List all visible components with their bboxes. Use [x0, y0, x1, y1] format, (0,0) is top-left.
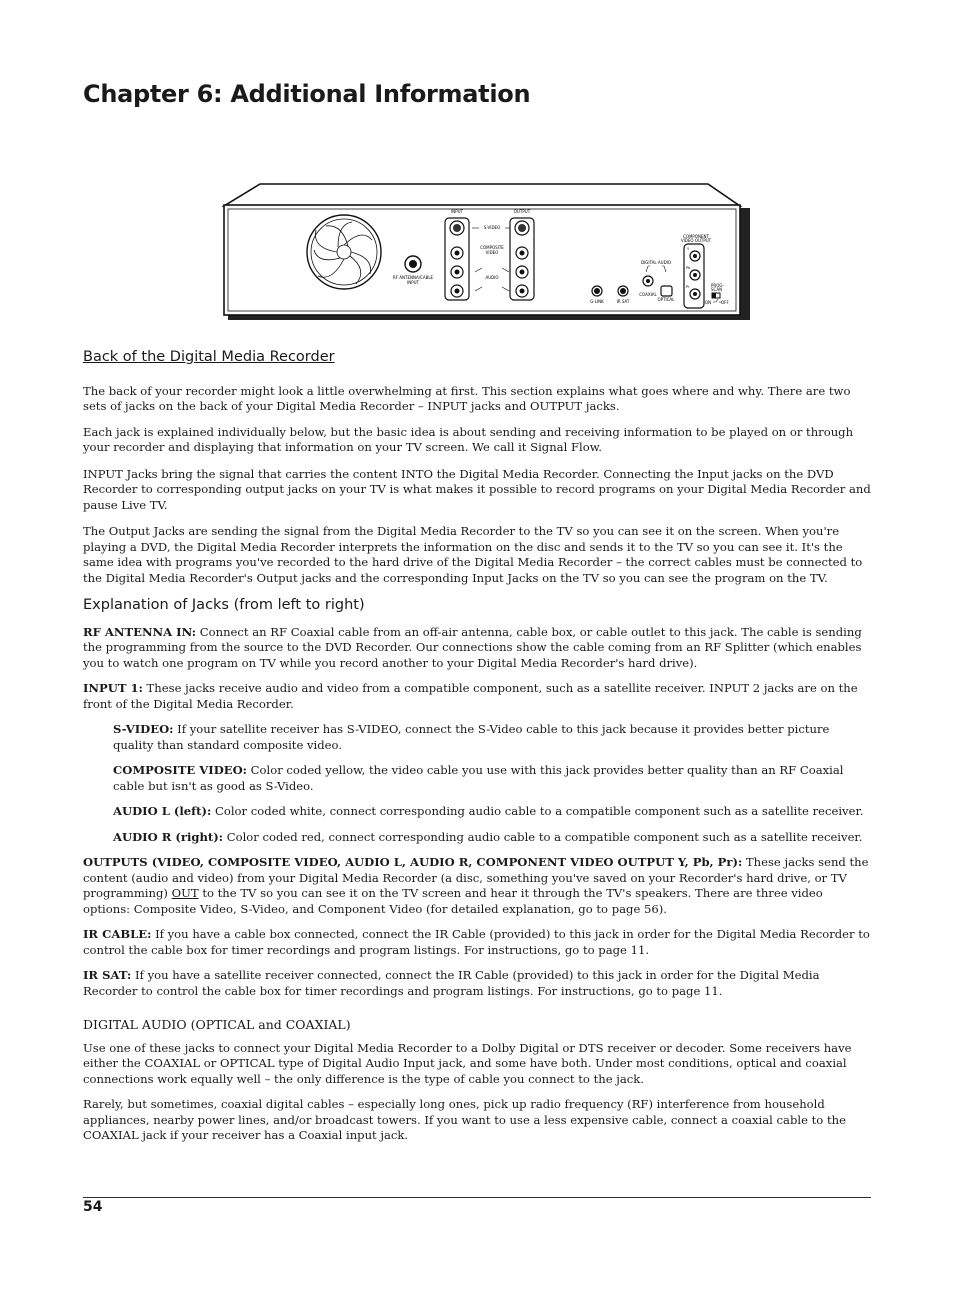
output-label: OUTPUT: [513, 209, 531, 214]
progscan-label: PROG-: [711, 283, 724, 288]
section-heading-jacks: Explanation of Jacks (from left to right): [83, 597, 365, 613]
recorder-back-panel-diagram: [222, 180, 750, 320]
rf-antenna-paragraph: RF ANTENNA IN: Connect an RF Coaxial cable from an off-air antenna, cable box, or cable outlet to this jack. The cable is sending the programming from the source to the DVD Recorder. Our connections show the cable coming from an RF Splitter (which enables you to watch one program on TV while you record another to your Digital Media Recorder's hard drive).: [83, 624, 862, 670]
outputs-paragraph: OUTPUTS (VIDEO, COMPOSITE VIDEO, AUDIO L, AUDIO R, COMPONENT VIDEO OUTPUT Y, Pb, Pr): These jacks send the content (audio and video) from your Digital Media Recorder (a disc, something you've saved on your Recorder's hard drive, or TV programming) OUT to the TV so you can see it on the TV screen and hear it through the TV's speakers. There are three video options: Composite Video, S-Video, and Component Video (for detailed explanation, go to page 56).: [83, 855, 869, 916]
ir-cable-paragraph: IR CABLE: If you have a cable box connected, connect the IR Cable (provided) to this jack in order for the Digital Media Recorder to control the cable box for timer recordings and program listings. For instructions, go to page 11.: [83, 927, 870, 957]
svideo-paragraph: S-VIDEO: If your satellite receiver has S-VIDEO, connect the S-Video cable to this jack because it provides better picture quality than standard composite video.: [113, 722, 830, 752]
section-heading-back: Back of the Digital Media Recorder: [83, 349, 335, 365]
svideo-label: S-VIDEO: [483, 225, 501, 230]
digital-audio-label: DIGITAL AUDIO: [641, 260, 671, 265]
section-heading-digital-audio: DIGITAL AUDIO (OPTICAL and COAXIAL): [83, 1017, 351, 1032]
svg-text:Y: Y: [687, 247, 690, 251]
paragraph: Use one of these jacks to connect your Digital Media Recorder to a Dolby Digital or DTS receiver or decoder. Some receivers have either the COAXIAL or OPTICAL type of Digital Audio Input jack, and some have both. Under most conditions, optical and coaxial connections work equally well – the only difference is the type of cable you connect to the jack.: [83, 1040, 852, 1086]
component-label: COMPONENT: [683, 234, 709, 239]
ir-sat-paragraph: IR SAT: If you have a satellite receiver connected, connect the IR Cable (provided) to this jack in order for the Digital Media Recorder to control the cable box for timer recordings and program listings. For instructions, go to page 11.: [83, 968, 820, 998]
svg-text:VIDEO OUTPUT: VIDEO OUTPUT: [680, 238, 712, 243]
audio-left-paragraph: AUDIO L (left): Color coded white, connect corresponding audio cable to a compatible component such as a satellite receiver.: [113, 804, 864, 818]
input-label: INPUT: [451, 209, 463, 214]
glink-label: G-LINK: [590, 299, 604, 304]
audio-right-paragraph: AUDIO R (right): Color coded red, connect corresponding audio cable to a compatible component such as a satellite receiver.: [113, 829, 863, 844]
composite-label: COMPOSITE: [480, 245, 504, 250]
page-body: [83, 350, 871, 1154]
svg-text:Pr: Pr: [686, 285, 690, 289]
input1-paragraph: INPUT 1: These jacks receive audio and video from a compatible component, such as a satellite receiver. INPUT 2 jacks are on the front of the Digital Media Recorder.: [83, 681, 858, 711]
svg-text:ON: ON: [705, 300, 712, 305]
chapter-title: Chapter 6: Additional Information: [83, 80, 531, 108]
audio-label: AUDIO: [485, 275, 499, 280]
fan-vent-icon: [307, 215, 381, 289]
svg-text:SCAN: SCAN: [711, 287, 723, 292]
svg-text:OFF: OFF: [721, 300, 729, 305]
footer-rule: [83, 1197, 871, 1198]
svg-text:Pb: Pb: [686, 266, 691, 270]
paragraph: INPUT Jacks bring the signal that carries the content INTO the Digital Media Recorder. Connecting the Input jacks on the DVD Recorder to corresponding output jacks on your TV is what makes it possible to record programs on your Digital Media Recorder and pause Live TV.: [83, 466, 871, 512]
composite-paragraph: COMPOSITE VIDEO: Color coded yellow, the video cable you use with this jack provides better quality than an RF Coaxial cable but isn't as good as S-Video.: [113, 763, 844, 793]
paragraph: Each jack is explained individually below, but the basic idea is about sending and receiving information to be played on or through your recorder and displaying that information on your TV screen. We call it Signal Flow.: [83, 424, 854, 454]
svg-text:VIDEO: VIDEO: [485, 250, 499, 255]
paragraph: Rarely, but sometimes, coaxial digital cables – especially long ones, pick up radio frequency (RF) interference from household appliances, nearby power lines, and/or broadcast towers. If you want to use a less expensive cable, connect a coaxial cable to the COAXIAL jack if your receiver has a Coaxial input jack.: [83, 1097, 846, 1142]
page-number: 54: [83, 1199, 103, 1215]
irsat-label: IR SAT: [616, 299, 630, 304]
paragraph: The Output Jacks are sending the signal from the Digital Media Recorder to the TV so you can see it on the screen. When you're playing a DVD, the Digital Media Recorder interprets the information on the disc and sends it to the TV so you can see it. It's the same idea with programs you've recorded to the hard drive of the Digital Media Recorder – the correct cables must be connected to the Digital Media Recorder's Output jacks and the corresponding Input Jacks on the TV so you can see the program on the TV.: [83, 524, 863, 585]
svg-text:INPUT: INPUT: [407, 280, 419, 285]
coaxial-label: COAXIAL: [639, 292, 657, 297]
optical-label: OPTICAL: [657, 297, 675, 302]
paragraph: The back of your recorder might look a little overwhelming at first. This section explains what goes where and why. There are two sets of jacks on the back of your Digital Media Recorder – INPUT jacks and OUTPUT jacks.: [83, 383, 851, 413]
rf-jack-label: RF ANTENNA/CABLE: [392, 275, 434, 280]
